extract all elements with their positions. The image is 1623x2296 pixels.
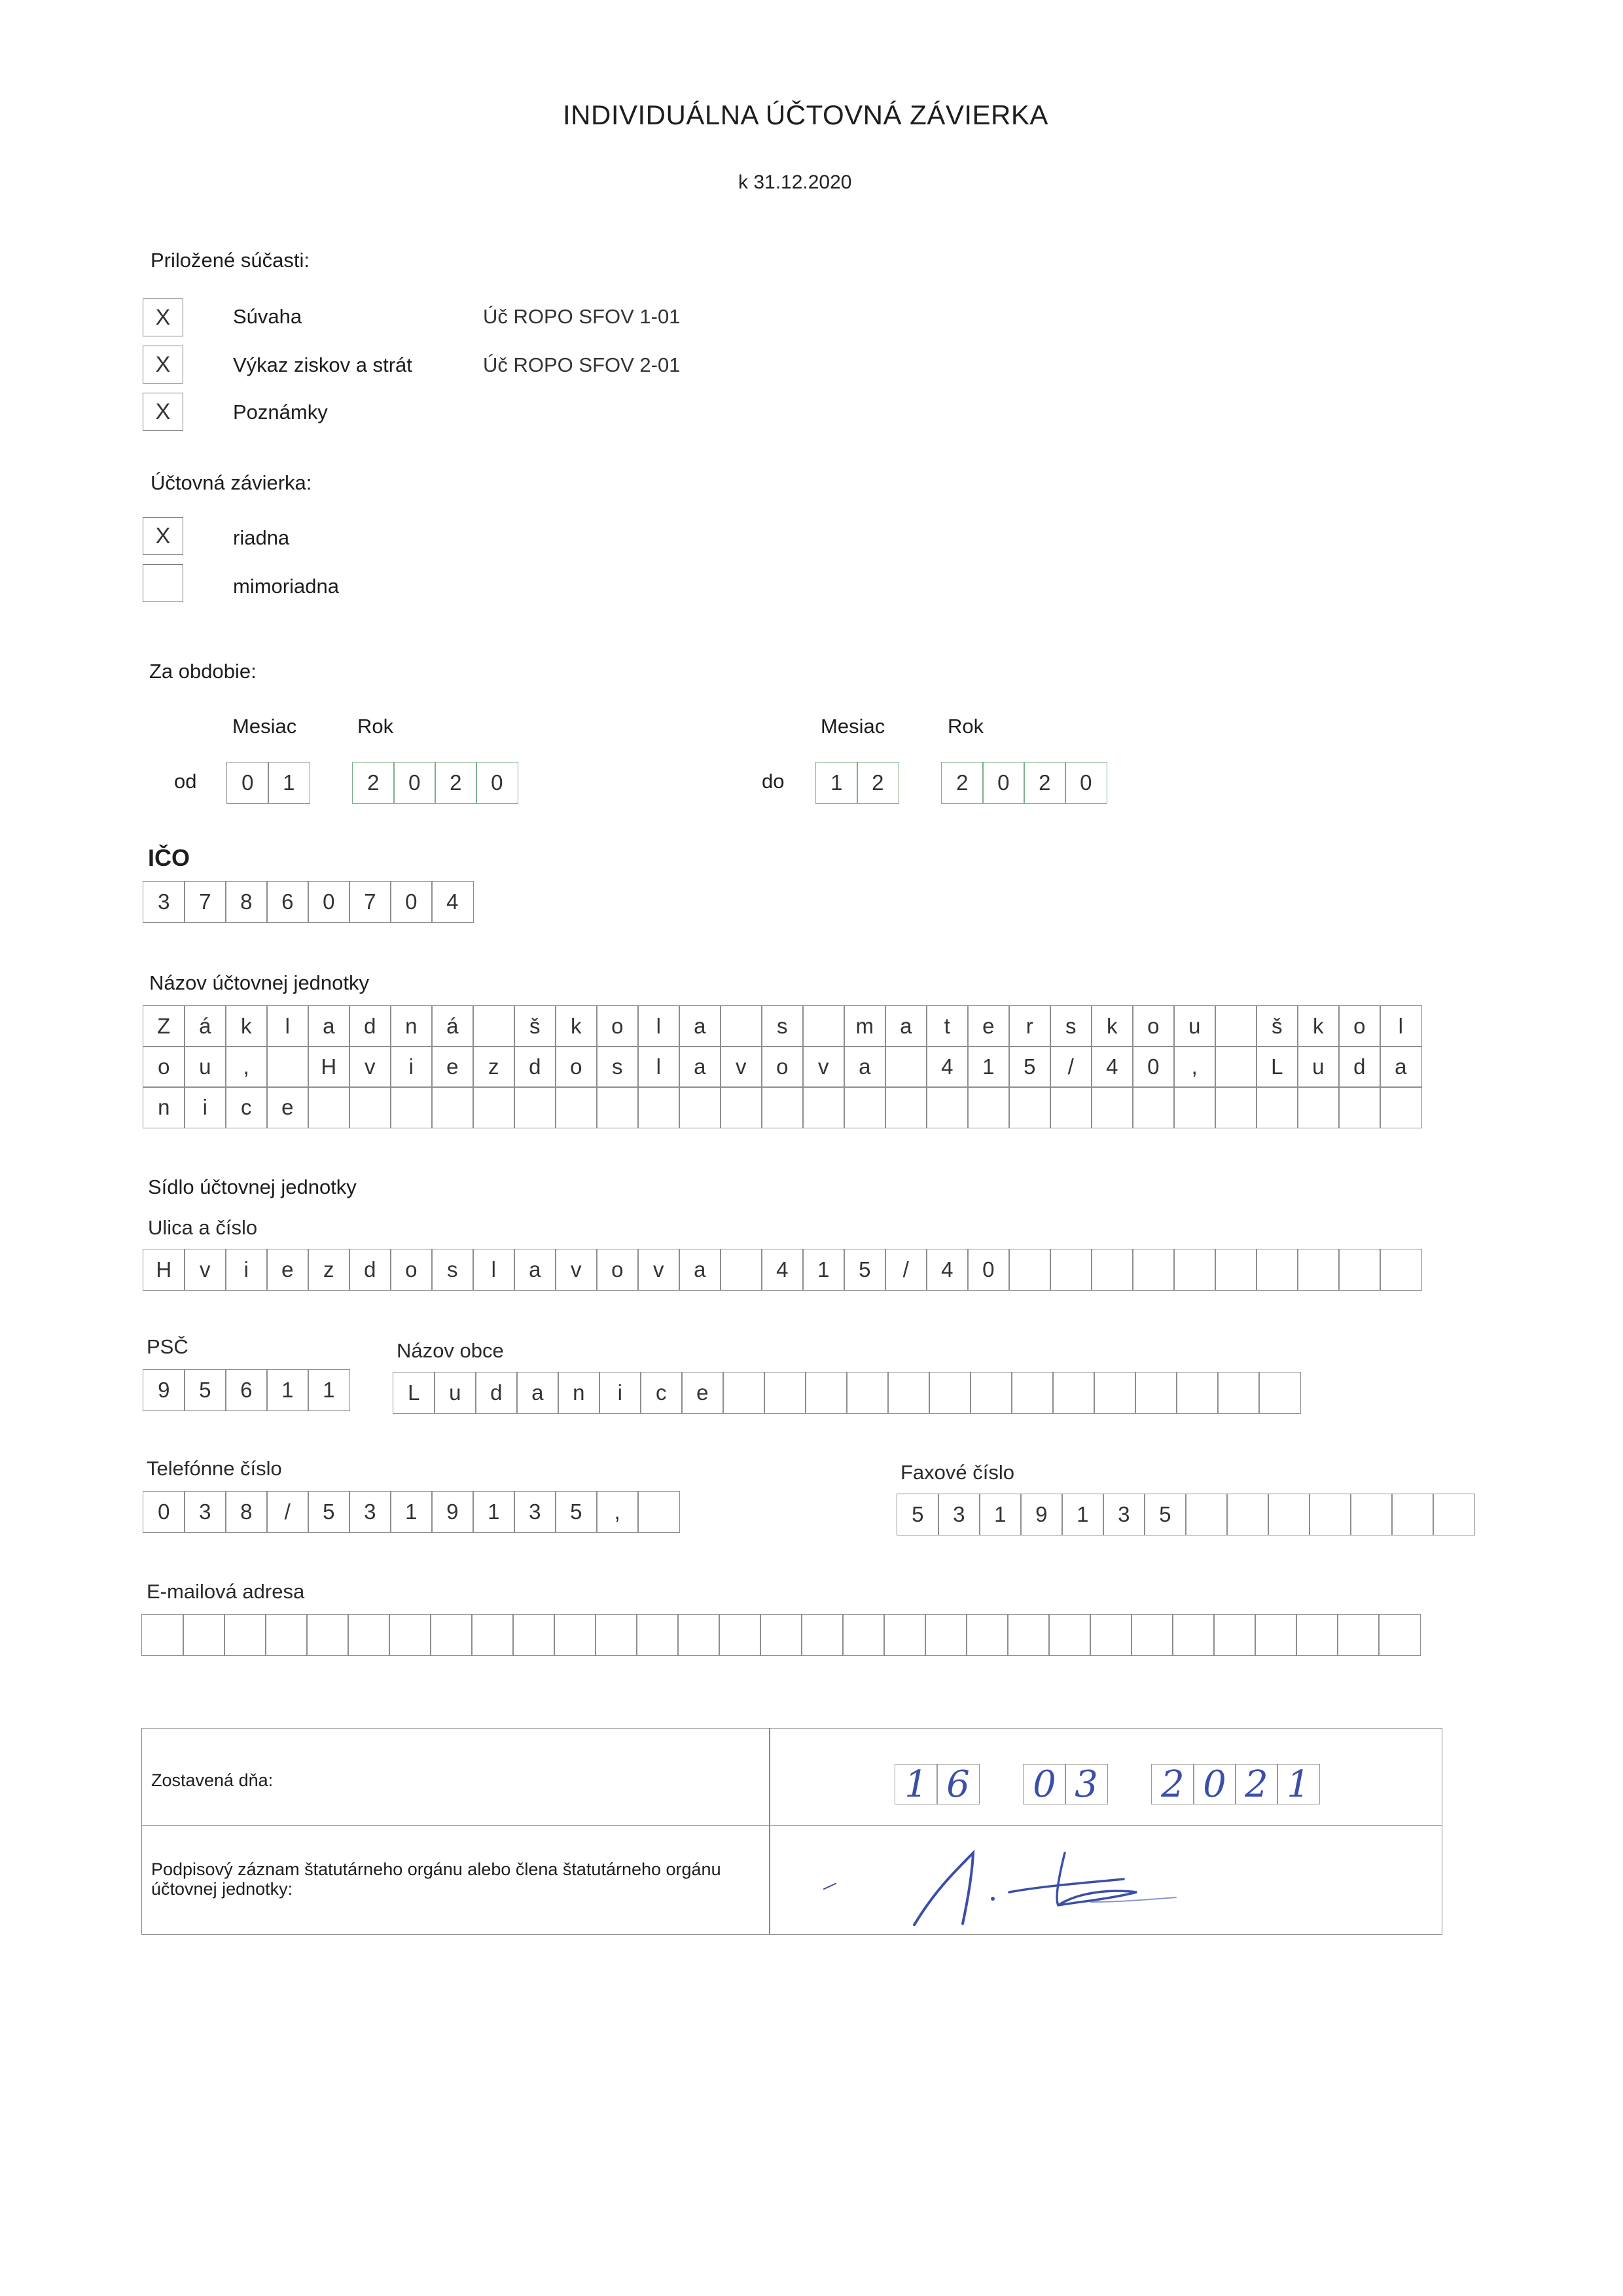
street-row-cell[interactable]	[1380, 1249, 1422, 1291]
name-row-2-cell[interactable]: H	[308, 1046, 350, 1088]
name-row-2-cell[interactable]: 4	[1091, 1046, 1133, 1088]
name-row-1-cell[interactable]	[1215, 1005, 1257, 1047]
psc-row-cell[interactable]: 6	[225, 1369, 268, 1411]
name-row-2-cell[interactable]: d	[1338, 1046, 1381, 1088]
name-row-2-cell[interactable]: a	[1380, 1046, 1422, 1088]
street-row-cell[interactable]: 0	[967, 1249, 1010, 1291]
city-row-cell[interactable]	[1135, 1372, 1177, 1414]
city-row-cell[interactable]: e	[681, 1372, 724, 1414]
name-row-3-cell[interactable]	[1256, 1086, 1298, 1128]
to-year-label: Rok	[948, 715, 984, 738]
email-row-cell[interactable]	[595, 1614, 637, 1656]
attachments-heading: Priložené súčasti:	[151, 249, 310, 272]
attachment-ref-suvaha: Úč ROPO SFOV 1-01	[483, 305, 681, 328]
name-row-1-cell[interactable]: m	[844, 1005, 886, 1047]
compiled-year-digit[interactable]: 1	[1277, 1764, 1320, 1804]
email-row-cell[interactable]	[677, 1614, 720, 1656]
street-row-cell[interactable]: 4	[761, 1249, 804, 1291]
checkbox-poznamky[interactable]: X	[143, 393, 183, 431]
fax-row-cell[interactable]	[1309, 1494, 1351, 1535]
name-row-3-cell[interactable]	[1338, 1086, 1381, 1128]
name-row-1-cell[interactable]	[802, 1005, 845, 1047]
fax-row-cell[interactable]	[1350, 1494, 1393, 1535]
street-row-cell[interactable]	[1297, 1249, 1340, 1291]
name-row-2-cell[interactable]: d	[514, 1046, 556, 1088]
fax-row-cell[interactable]: 3	[938, 1494, 980, 1535]
name-label: Názov účtovnej jednotky	[149, 971, 370, 994]
city-row-cell[interactable]: u	[434, 1372, 476, 1414]
city-row-cell[interactable]	[1217, 1372, 1260, 1414]
phone-row-cell[interactable]: 3	[184, 1491, 226, 1533]
name-row-1-cell[interactable]: d	[349, 1005, 391, 1047]
name-row-1-cell[interactable]: a	[885, 1005, 927, 1047]
phone-row-cell[interactable]: 0	[143, 1491, 185, 1533]
name-row-3-cell[interactable]	[514, 1086, 556, 1128]
fax-row-cell[interactable]	[1185, 1494, 1228, 1535]
name-row-2-cell[interactable]: i	[390, 1046, 433, 1088]
psc-row-cell[interactable]: 5	[184, 1369, 226, 1411]
compiled-year-digit[interactable]: 2	[1235, 1764, 1278, 1804]
email-label: E-mailová adresa	[147, 1580, 305, 1603]
city-row-cell[interactable]: i	[599, 1372, 641, 1414]
city-row-cell[interactable]: L	[393, 1372, 435, 1414]
email-row-cell[interactable]	[183, 1614, 225, 1656]
name-row-1-cell[interactable]: a	[308, 1005, 350, 1047]
to-year-digit[interactable]: 2	[1024, 762, 1066, 804]
street-row-cell[interactable]: v	[637, 1249, 680, 1291]
attachment-label-suvaha: Súvaha	[233, 305, 302, 328]
name-row-1-cell[interactable]: l	[1380, 1005, 1422, 1047]
street-row-cell[interactable]: l	[473, 1249, 515, 1291]
city-row-cell[interactable]	[1258, 1372, 1301, 1414]
to-label: do	[762, 770, 785, 793]
name-row-2-cell[interactable]: u	[184, 1046, 226, 1088]
compiled-day-digit[interactable]: 6	[936, 1764, 980, 1804]
from-label: od	[174, 770, 197, 793]
email-row-cell[interactable]	[1007, 1614, 1050, 1656]
email-row-cell[interactable]	[1172, 1614, 1215, 1656]
phone-row-cell[interactable]: 1	[473, 1491, 515, 1533]
psc-label: PSČ	[147, 1335, 188, 1358]
phone-row-cell[interactable]: 3	[349, 1491, 391, 1533]
name-row-2-cell[interactable]: 1	[967, 1046, 1010, 1088]
email-row-cell[interactable]	[512, 1614, 555, 1656]
fax-row-cell[interactable]	[1268, 1494, 1310, 1535]
name-row-1-cell[interactable]: s	[1050, 1005, 1092, 1047]
compiled-day-digit[interactable]: 1	[895, 1764, 938, 1804]
phone-row	[143, 1491, 679, 1533]
street-row-cell[interactable]	[1215, 1249, 1257, 1291]
name-row-2-cell[interactable]: L	[1256, 1046, 1298, 1088]
to-month-label: Mesiac	[821, 715, 885, 738]
name-row-3-cell[interactable]	[720, 1086, 762, 1128]
email-row-cell[interactable]	[1090, 1614, 1132, 1656]
closing-heading: Účtovná závierka:	[151, 471, 312, 494]
from-year-cells	[352, 762, 517, 804]
name-row-3-cell[interactable]	[1008, 1086, 1051, 1128]
street-row-cell[interactable]: 4	[926, 1249, 969, 1291]
name-row-3-cell[interactable]	[1173, 1086, 1216, 1128]
psc-row	[143, 1369, 349, 1411]
name-row-3-cell[interactable]	[1297, 1086, 1340, 1128]
name-row-3-cell[interactable]	[349, 1086, 391, 1128]
street-row-cell[interactable]	[1132, 1249, 1175, 1291]
compiled-month-digit[interactable]: 0	[1023, 1764, 1066, 1804]
from-month-cells	[226, 762, 309, 804]
email-row-cell[interactable]	[1131, 1614, 1173, 1656]
name-row-3-cell[interactable]	[844, 1086, 886, 1128]
name-row-3-cell[interactable]: i	[184, 1086, 226, 1128]
email-row-cell[interactable]	[1048, 1614, 1091, 1656]
city-row-cell[interactable]: c	[640, 1372, 683, 1414]
name-row-3-cell[interactable]	[555, 1086, 597, 1128]
attachment-label-vykaz: Výkaz ziskov a strát	[233, 353, 412, 376]
name-row-2-cell[interactable]: 4	[926, 1046, 969, 1088]
signature-divider	[769, 1729, 770, 1934]
name-row-1	[143, 1005, 1421, 1047]
to-year-digit[interactable]: 2	[941, 762, 984, 804]
name-row-2-cell[interactable]: v	[349, 1046, 391, 1088]
city-row-cell[interactable]	[764, 1372, 806, 1414]
psc-row-cell[interactable]: 1	[266, 1369, 309, 1411]
name-row-2-cell[interactable]: ,	[225, 1046, 268, 1088]
name-row-1-cell[interactable]: t	[926, 1005, 969, 1047]
to-year-cells	[941, 762, 1106, 804]
email-row-cell[interactable]	[801, 1614, 844, 1656]
name-row-3-cell[interactable]	[926, 1086, 969, 1128]
city-row-cell[interactable]: d	[475, 1372, 518, 1414]
name-row-3-cell[interactable]: e	[266, 1086, 309, 1128]
email-row-cell[interactable]	[636, 1614, 679, 1656]
from-year-label: Rok	[357, 715, 394, 738]
phone-row-cell[interactable]: ,	[596, 1491, 639, 1533]
name-row-3-cell[interactable]	[802, 1086, 845, 1128]
name-row-3-cell[interactable]	[1380, 1086, 1422, 1128]
name-row-2-cell[interactable]: z	[473, 1046, 515, 1088]
from-year-digit[interactable]: 0	[476, 762, 518, 804]
name-row-3-cell[interactable]	[885, 1086, 927, 1128]
name-row-2-cell[interactable]	[266, 1046, 309, 1088]
email-row-cell[interactable]	[430, 1614, 473, 1656]
signature-table	[141, 1728, 1442, 1935]
phone-row-cell[interactable]: /	[266, 1491, 309, 1533]
email-row-cell[interactable]	[1337, 1614, 1380, 1656]
name-row-1-cell[interactable]	[473, 1005, 515, 1047]
phone-row-cell[interactable]: 9	[431, 1491, 474, 1533]
street-row-cell[interactable]: i	[225, 1249, 268, 1291]
street-row-cell[interactable]: d	[349, 1249, 391, 1291]
from-year-digit[interactable]: 2	[352, 762, 395, 804]
name-row-1-cell[interactable]: o	[1338, 1005, 1381, 1047]
closing-label-riadna: riadna	[233, 526, 290, 549]
name-row-2-cell[interactable]: u	[1297, 1046, 1340, 1088]
name-row-1-cell[interactable]: r	[1008, 1005, 1051, 1047]
name-row-1-cell[interactable]: á	[184, 1005, 226, 1047]
compiled-label: Zostavená dňa:	[151, 1770, 274, 1790]
city-row-cell[interactable]	[805, 1372, 847, 1414]
to-year-digit[interactable]: 0	[1065, 762, 1107, 804]
city-row-cell[interactable]	[846, 1372, 889, 1414]
name-row-2-cell[interactable]	[1215, 1046, 1257, 1088]
checkbox-vykaz[interactable]: X	[143, 346, 183, 384]
email-row-cell[interactable]	[389, 1614, 431, 1656]
name-row-3-cell[interactable]	[596, 1086, 639, 1128]
name-row-2-cell[interactable]	[885, 1046, 927, 1088]
document-title: INDIVIDUÁLNA ÚČTOVNÁ ZÁVIERKA	[563, 99, 1048, 130]
name-row-1-cell[interactable]: k	[555, 1005, 597, 1047]
ico-digit[interactable]: 7	[184, 881, 226, 923]
street-label: Ulica a číslo	[148, 1216, 258, 1239]
attachment-label-poznamky: Poznámky	[233, 401, 328, 423]
city-row-cell[interactable]	[887, 1372, 930, 1414]
street-row-cell[interactable]	[1050, 1249, 1092, 1291]
street-row-cell[interactable]: a	[514, 1249, 556, 1291]
name-row-3-cell[interactable]	[679, 1086, 721, 1128]
street-row-cell[interactable]	[720, 1249, 762, 1291]
email-row-cell[interactable]	[348, 1614, 390, 1656]
phone-row-cell[interactable]: 5	[555, 1491, 597, 1533]
street-row-cell[interactable]	[1008, 1249, 1051, 1291]
street-row-cell[interactable]: a	[679, 1249, 721, 1291]
name-row-2-cell[interactable]: l	[637, 1046, 680, 1088]
name-row-1-cell[interactable]: a	[679, 1005, 721, 1047]
fax-row-cell[interactable]	[1433, 1494, 1475, 1535]
name-row-1-cell[interactable]: o	[596, 1005, 639, 1047]
street-row-cell[interactable]	[1256, 1249, 1298, 1291]
name-row-3-cell[interactable]	[1132, 1086, 1175, 1128]
fax-row-cell[interactable]: 5	[897, 1494, 939, 1535]
city-row	[393, 1372, 1300, 1414]
name-row-3-cell[interactable]	[1050, 1086, 1092, 1128]
name-row-1-cell[interactable]: á	[431, 1005, 474, 1047]
phone-row-cell[interactable]: 8	[225, 1491, 268, 1533]
street-row-cell[interactable]: o	[596, 1249, 639, 1291]
phone-row-cell[interactable]: 5	[308, 1491, 350, 1533]
phone-row-cell[interactable]: 3	[514, 1491, 556, 1533]
street-row-cell[interactable]: /	[885, 1249, 927, 1291]
name-row-3-cell[interactable]: c	[225, 1086, 268, 1128]
name-row-1-cell[interactable]: l	[637, 1005, 680, 1047]
email-row-cell[interactable]	[471, 1614, 514, 1656]
street-row	[143, 1249, 1421, 1291]
attachment-ref-vykaz: Úč ROPO SFOV 2-01	[483, 353, 681, 376]
name-row-2-cell[interactable]: v	[802, 1046, 845, 1088]
sign-label: Podpisový záznam štatutárneho orgánu alebo člena štatutárneho orgánu účtovnej jednotky:	[151, 1859, 721, 1899]
name-row-1-cell[interactable]: k	[225, 1005, 268, 1047]
ico-digit[interactable]: 4	[431, 881, 474, 923]
checkbox-riadna[interactable]: X	[143, 517, 183, 555]
ico-cells	[143, 881, 473, 923]
name-row-3-cell[interactable]	[637, 1086, 680, 1128]
compiled-month-digit[interactable]: 3	[1065, 1764, 1108, 1804]
street-row-cell[interactable]: 5	[844, 1249, 886, 1291]
name-row-3	[143, 1086, 1421, 1128]
closing-label-mimoriadna: mimoriadna	[233, 575, 339, 598]
fax-row-cell[interactable]: 1	[979, 1494, 1022, 1535]
to-month-digit[interactable]: 2	[857, 762, 899, 804]
street-row-cell[interactable]: H	[143, 1249, 185, 1291]
email-row-cell[interactable]	[224, 1614, 266, 1656]
from-month-label: Mesiac	[232, 715, 297, 738]
compiled-year-digit[interactable]: 0	[1193, 1764, 1236, 1804]
email-row-cell[interactable]	[265, 1614, 308, 1656]
ico-digit[interactable]: 3	[143, 881, 185, 923]
checkbox-suvaha[interactable]: X	[143, 298, 183, 336]
email-row-cell[interactable]	[141, 1614, 184, 1656]
street-row-cell[interactable]	[1091, 1249, 1133, 1291]
email-row	[141, 1614, 1419, 1656]
name-row-3-cell[interactable]	[761, 1086, 804, 1128]
phone-label: Telefónne číslo	[147, 1457, 282, 1480]
name-row-2-cell[interactable]: v	[720, 1046, 762, 1088]
name-row-2	[143, 1046, 1421, 1088]
name-row-2-cell[interactable]: o	[761, 1046, 804, 1088]
phone-row-cell[interactable]: 1	[390, 1491, 433, 1533]
compiled-year-digit[interactable]: 2	[1151, 1764, 1194, 1804]
name-row-1-cell[interactable]: š	[1256, 1005, 1298, 1047]
name-row-2-cell[interactable]: 5	[1008, 1046, 1051, 1088]
name-row-2-cell[interactable]: s	[596, 1046, 639, 1088]
psc-row-cell[interactable]: 9	[143, 1369, 185, 1411]
street-row-cell[interactable]	[1173, 1249, 1216, 1291]
email-row-cell[interactable]	[1213, 1614, 1256, 1656]
street-row-cell[interactable]: s	[431, 1249, 474, 1291]
street-row-cell[interactable]: 1	[802, 1249, 845, 1291]
street-row-cell[interactable]: v	[555, 1249, 597, 1291]
city-row-cell[interactable]	[1176, 1372, 1219, 1414]
name-row-1-cell[interactable]: k	[1091, 1005, 1133, 1047]
name-row-1-cell[interactable]: u	[1173, 1005, 1216, 1047]
city-label: Názov obce	[397, 1339, 504, 1362]
to-month-digit[interactable]: 1	[815, 762, 858, 804]
street-row-cell[interactable]: z	[308, 1249, 350, 1291]
period-heading: Za obdobie:	[149, 660, 257, 683]
name-row-1-cell[interactable]: e	[967, 1005, 1010, 1047]
name-row-2-cell[interactable]: a	[844, 1046, 886, 1088]
as-of-date: k 31.12.2020	[738, 171, 852, 193]
email-row-cell[interactable]	[306, 1614, 349, 1656]
fax-row	[897, 1494, 1474, 1535]
signature-tick-mark	[823, 1882, 837, 1890]
email-row-cell[interactable]	[925, 1614, 967, 1656]
name-row-3-cell[interactable]	[308, 1086, 350, 1128]
name-row-2-cell[interactable]: o	[555, 1046, 597, 1088]
name-row-3-cell[interactable]	[390, 1086, 433, 1128]
name-row-2-cell[interactable]: o	[143, 1046, 185, 1088]
email-row-cell[interactable]	[966, 1614, 1008, 1656]
email-row-cell[interactable]	[719, 1614, 761, 1656]
ico-label: IČO	[148, 844, 190, 871]
city-row-cell[interactable]	[722, 1372, 765, 1414]
city-row-cell[interactable]: a	[516, 1372, 559, 1414]
street-row-cell[interactable]	[1338, 1249, 1381, 1291]
ico-digit[interactable]: 0	[308, 881, 350, 923]
name-row-2-cell[interactable]: 0	[1132, 1046, 1175, 1088]
email-row-cell[interactable]	[883, 1614, 926, 1656]
name-row-1-cell[interactable]	[720, 1005, 762, 1047]
city-row-cell[interactable]	[1094, 1372, 1136, 1414]
name-row-3-cell[interactable]	[967, 1086, 1010, 1128]
name-row-1-cell[interactable]: k	[1297, 1005, 1340, 1047]
street-row-cell[interactable]: o	[390, 1249, 433, 1291]
name-row-1-cell[interactable]: s	[761, 1005, 804, 1047]
checkbox-mimoriadna[interactable]	[143, 564, 183, 602]
from-month-digit[interactable]: 1	[268, 762, 310, 804]
from-month-digit[interactable]: 0	[226, 762, 269, 804]
fax-row-cell[interactable]: 1	[1061, 1494, 1104, 1535]
from-year-digit[interactable]: 0	[393, 762, 436, 804]
fax-row-cell[interactable]: 3	[1103, 1494, 1145, 1535]
ico-digit[interactable]: 0	[390, 881, 433, 923]
email-row-cell[interactable]	[554, 1614, 596, 1656]
city-row-cell[interactable]	[1052, 1372, 1095, 1414]
fax-row-cell[interactable]: 9	[1020, 1494, 1063, 1535]
name-row-2-cell[interactable]: e	[431, 1046, 474, 1088]
street-row-cell[interactable]: e	[266, 1249, 309, 1291]
name-row-2-cell[interactable]: ,	[1173, 1046, 1216, 1088]
handwritten-signature	[895, 1840, 1313, 1931]
name-row-2-cell[interactable]: /	[1050, 1046, 1092, 1088]
email-row-cell[interactable]	[1255, 1614, 1297, 1656]
city-row-cell[interactable]	[970, 1372, 1012, 1414]
fax-label: Faxové číslo	[901, 1461, 1015, 1484]
email-row-cell[interactable]	[842, 1614, 885, 1656]
from-year-digit[interactable]: 2	[435, 762, 477, 804]
ico-digit[interactable]: 6	[266, 881, 309, 923]
name-row-1-cell[interactable]: Z	[143, 1005, 185, 1047]
name-row-1-cell[interactable]: o	[1132, 1005, 1175, 1047]
city-row-cell[interactable]: n	[558, 1372, 600, 1414]
psc-row-cell[interactable]: 1	[308, 1369, 350, 1411]
email-row-cell[interactable]	[1296, 1614, 1338, 1656]
name-row-1-cell[interactable]: l	[266, 1005, 309, 1047]
seat-label: Sídlo účtovnej jednotky	[148, 1175, 357, 1198]
name-row-1-cell[interactable]: n	[390, 1005, 433, 1047]
name-row-3-cell[interactable]: n	[143, 1086, 185, 1128]
fax-row-cell[interactable]	[1391, 1494, 1434, 1535]
to-year-digit[interactable]: 0	[982, 762, 1025, 804]
ico-digit[interactable]: 7	[349, 881, 391, 923]
fax-row-cell[interactable]	[1226, 1494, 1269, 1535]
street-row-cell[interactable]: v	[184, 1249, 226, 1291]
ico-digit[interactable]: 8	[225, 881, 268, 923]
city-row-cell[interactable]	[1011, 1372, 1054, 1414]
phone-row-cell[interactable]	[637, 1491, 680, 1533]
city-row-cell[interactable]	[929, 1372, 971, 1414]
fax-row-cell[interactable]: 5	[1144, 1494, 1186, 1535]
to-month-cells	[815, 762, 898, 804]
name-row-2-cell[interactable]: a	[679, 1046, 721, 1088]
name-row-3-cell[interactable]	[1215, 1086, 1257, 1128]
name-row-3-cell[interactable]	[1091, 1086, 1133, 1128]
email-row-cell[interactable]	[1378, 1614, 1421, 1656]
name-row-3-cell[interactable]	[473, 1086, 515, 1128]
name-row-3-cell[interactable]	[431, 1086, 474, 1128]
email-row-cell[interactable]	[760, 1614, 802, 1656]
name-row-1-cell[interactable]: š	[514, 1005, 556, 1047]
